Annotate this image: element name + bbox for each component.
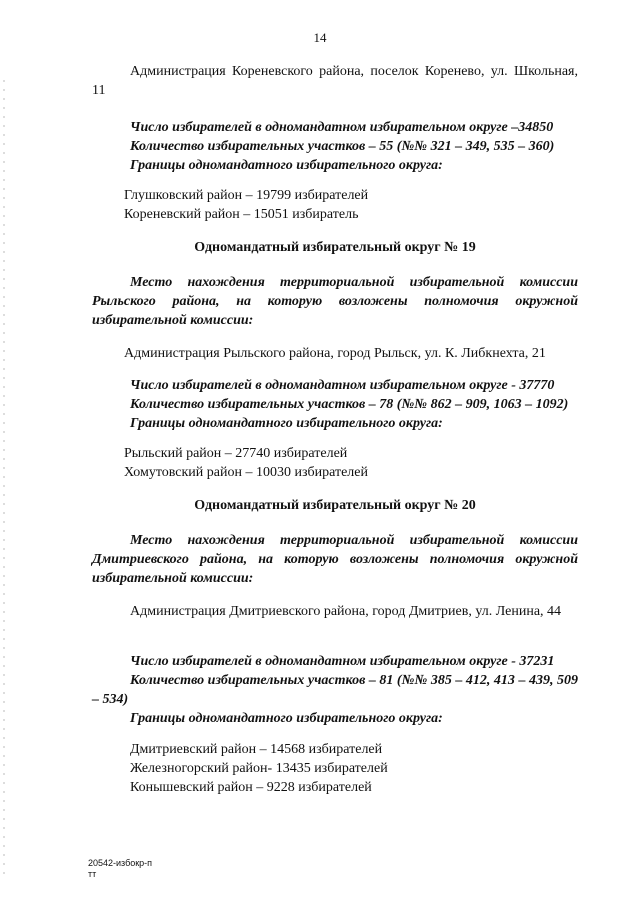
footer-code: 20542-избокр-п: [88, 858, 153, 868]
intro-address: Администрация Кореневского района, поселок Коренево, ул. Школьная, 11: [92, 64, 578, 98]
district19-area-2: Хомутовский район – 10030 избирателей: [124, 465, 368, 480]
district19-address: Администрация Рыльского района, город Рыльск, ул. К. Либкнехта, 21: [124, 346, 546, 361]
page-number: 14: [313, 30, 327, 45]
district20-address: Администрация Дмитриевского района, город Дмитриев, ул. Ленина, 44: [130, 604, 562, 619]
district20-area-1: Дмитриевский район – 14568 избирателей: [130, 742, 383, 757]
district19-precincts: Количество избирательных участков – 78 (№№ 862 – 909, 1063 – 1092): [130, 397, 569, 412]
district18-areas: [86, 186, 610, 224]
district18-area-2: Кореневский район – 15051 избиратель: [124, 207, 359, 222]
district18-area-1: Глушковский район – 19799 избирателей: [124, 188, 369, 203]
district18-borders-heading: Границы одномандатного избирательного округа:: [130, 158, 443, 173]
district20-area-2: Железногорский район- 13435 избирателей: [130, 761, 388, 776]
district19-borders-heading: Границы одномандатного избирательного округа:: [130, 416, 443, 431]
district20-areas: [92, 740, 616, 797]
district19-area-1: Рыльский район – 27740 избирателей: [124, 446, 348, 461]
district18-voters: Число избирателей в одномандатном избирательном округе –34850: [130, 120, 554, 135]
document-footer: [88, 858, 152, 880]
district20-area-3: Конышевский район – 9228 избирателей: [130, 780, 372, 795]
district20-voters: Число избирателей в одномандатном избирательном округе - 37231: [130, 654, 555, 669]
district18-precincts: Количество избирательных участков – 55 (№№ 321 – 349, 535 – 360): [130, 139, 555, 154]
district19-areas: [86, 444, 610, 482]
scan-edge-marks: [3, 80, 5, 880]
district19-voters: Число избирателей в одномандатном избирательном округе - 37770: [130, 378, 555, 393]
district18-stats: [92, 118, 616, 175]
district19-stats: [92, 376, 616, 433]
district19-title: Одномандатный избирательный округ № 19: [194, 240, 476, 255]
district20-location: Место нахождения территориальной избирательной комиссии Дмитриевского района, на которую возложены полномочия окружной избирательной комиссии:: [92, 533, 578, 586]
district20-precincts: Количество избирательных участков – 81 (№№ 385 – 412, 413 – 439, 509 – 534): [92, 673, 578, 707]
district19-location: Место нахождения территориальной избирательной комиссии Рыльского района, на которую возложены полномочия окружной избирательной комиссии:: [92, 275, 578, 328]
district20-title: Одномандатный избирательный округ № 20: [194, 498, 476, 513]
footer-initials: тт: [88, 869, 97, 879]
district20-stats: [92, 652, 578, 728]
district20-borders-heading: Границы одномандатного избирательного округа:: [130, 711, 443, 726]
